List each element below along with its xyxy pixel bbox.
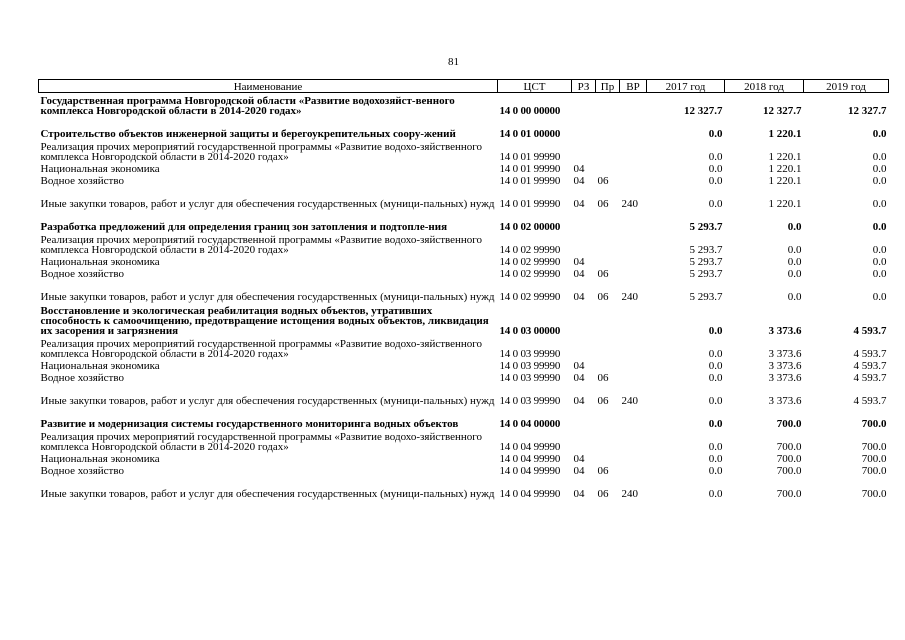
row-2018: 1 220.1	[768, 175, 802, 187]
table-row	[39, 476, 889, 499]
row-pr	[596, 139, 620, 162]
row-name: Национальная экономика	[40, 453, 160, 465]
row-pr	[596, 93, 620, 117]
row-cst: 14 0 02 99990	[499, 268, 561, 280]
row-rz	[572, 336, 596, 359]
row-cst: 14 0 04 99990	[499, 441, 561, 453]
row-2018: 0.0	[787, 221, 802, 233]
row-cst: 14 0 01 00000	[499, 128, 561, 140]
table-row	[39, 371, 889, 383]
row-pr: 06	[597, 395, 609, 407]
budget-table	[38, 79, 889, 499]
row-2019: 0.0	[872, 291, 887, 303]
row-pr	[596, 429, 620, 452]
row-2017: 0.0	[708, 151, 723, 163]
row-2019: 4 593.7	[853, 325, 887, 337]
row-pr	[596, 452, 620, 464]
header-rz: РЗ	[572, 80, 596, 93]
row-rz	[572, 93, 596, 117]
row-2019: 0.0	[872, 151, 887, 163]
row-2019: 700.0	[861, 441, 887, 453]
row-2019: 700.0	[861, 488, 887, 500]
row-2017: 0.0	[708, 198, 723, 210]
row-pr: 06	[597, 198, 609, 210]
row-2017: 0.0	[708, 372, 723, 384]
row-vr	[620, 429, 647, 452]
row-2017: 12 327.7	[684, 105, 723, 117]
row-2017: 0.0	[708, 488, 723, 500]
row-2017: 0.0	[708, 395, 723, 407]
row-cst: 14 0 00 00000	[499, 105, 561, 117]
row-cst: 14 0 01 99990	[499, 175, 561, 187]
row-vr	[620, 302, 647, 336]
row-pr: 06	[597, 465, 609, 477]
table-row	[39, 464, 889, 476]
row-2017: 5 293.7	[689, 291, 723, 303]
row-2019: 4 593.7	[853, 360, 887, 372]
row-2018: 700.0	[776, 453, 802, 465]
row-vr	[620, 174, 647, 186]
row-rz: 04	[573, 372, 585, 384]
row-pr	[596, 359, 620, 371]
row-cst: 14 0 03 99990	[499, 372, 561, 384]
row-cst: 14 0 01 99990	[499, 151, 561, 163]
row-cst: 14 0 01 99990	[499, 163, 561, 175]
row-rz: 04	[573, 163, 585, 175]
row-2018: 3 373.6	[768, 372, 802, 384]
table-row	[39, 302, 889, 336]
row-pr	[596, 406, 620, 429]
row-pr	[596, 209, 620, 232]
row-2018: 3 373.6	[768, 395, 802, 407]
row-2018: 1 220.1	[768, 163, 802, 175]
row-name: Национальная экономика	[40, 256, 160, 268]
table-row	[39, 116, 889, 139]
row-rz: 04	[573, 291, 585, 303]
row-2018: 1 220.1	[768, 128, 802, 140]
row-vr: 240	[621, 395, 638, 407]
table-row	[39, 452, 889, 464]
table-row	[39, 255, 889, 267]
row-name: Реализация прочих мероприятий государственной программы «Развитие водохо-зяйственного комплекса Новгородской области в 2014-2020 годах»	[40, 141, 483, 163]
table-row	[39, 336, 889, 359]
table-row	[39, 279, 889, 302]
row-cst: 14 0 04 00000	[499, 418, 561, 430]
row-2017: 5 293.7	[689, 256, 723, 268]
row-name: Строительство объектов инженерной защиты и берегоукрепительных соору-жений	[40, 128, 456, 140]
table-row	[39, 139, 889, 162]
row-pr: 06	[597, 291, 609, 303]
row-cst: 14 0 04 99990	[499, 453, 561, 465]
row-2019: 4 593.7	[853, 348, 887, 360]
row-2018: 1 220.1	[768, 198, 802, 210]
page-number: 81	[448, 56, 459, 68]
row-cst: 14 0 03 99990	[499, 360, 561, 372]
row-2017: 0.0	[708, 441, 723, 453]
row-vr: 240	[621, 198, 638, 210]
row-name: Иные закупки товаров, работ и услуг для обеспечения государственных (муници-пальных) нужд	[40, 488, 495, 500]
row-2017: 0.0	[708, 175, 723, 187]
row-2018: 700.0	[776, 465, 802, 477]
row-name: Национальная экономика	[40, 163, 160, 175]
row-name: Разработка предложений для определения границ зон затопления и подтопле-ния	[40, 221, 448, 233]
row-vr	[620, 116, 647, 139]
row-cst: 14 0 01 99990	[499, 198, 561, 210]
row-2017: 5 293.7	[689, 244, 723, 256]
row-rz	[572, 429, 596, 452]
row-pr: 06	[597, 372, 609, 384]
table-row	[39, 429, 889, 452]
row-name: Реализация прочих мероприятий государственной программы «Развитие водохо-зяйственного комплекса Новгородской области в 2014-2020 годах»	[40, 234, 483, 256]
row-2019: 0.0	[872, 128, 887, 140]
row-vr	[620, 255, 647, 267]
row-2017: 0.0	[708, 163, 723, 175]
row-2018: 1 220.1	[768, 151, 802, 163]
row-2017: 0.0	[708, 128, 723, 140]
row-2018: 12 327.7	[763, 105, 802, 117]
row-2018: 3 373.6	[768, 348, 802, 360]
row-name: Развитие и модернизация системы государственного мониторинга водных объектов	[40, 418, 459, 430]
row-pr	[596, 116, 620, 139]
row-2018: 0.0	[787, 244, 802, 256]
row-rz: 04	[573, 453, 585, 465]
row-vr	[620, 336, 647, 359]
row-rz	[572, 232, 596, 255]
row-pr	[596, 336, 620, 359]
row-vr	[620, 464, 647, 476]
row-cst: 14 0 03 99990	[499, 395, 561, 407]
row-rz: 04	[573, 256, 585, 268]
row-2019: 4 593.7	[853, 395, 887, 407]
row-name: Национальная экономика	[40, 360, 160, 372]
row-rz: 04	[573, 198, 585, 210]
row-name: Восстановление и экологическая реабилитация водных объектов, утративших способность к самоочищению, предотвращение истощения водных объектов, ликвидация их засорения и загрязнения	[40, 305, 489, 337]
row-rz	[572, 116, 596, 139]
table-row	[39, 162, 889, 174]
row-2017: 5 293.7	[689, 268, 723, 280]
row-pr	[596, 232, 620, 255]
row-name: Реализация прочих мероприятий государственной программы «Развитие водохо-зяйственного комплекса Новгородской области в 2014-2020 годах»	[40, 338, 483, 360]
row-name: Водное хозяйство	[40, 175, 124, 187]
row-2018: 3 373.6	[768, 325, 802, 337]
row-2018: 0.0	[787, 256, 802, 268]
row-2017: 0.0	[708, 418, 723, 430]
row-rz: 04	[573, 465, 585, 477]
row-vr	[620, 452, 647, 464]
row-vr	[620, 359, 647, 371]
table-row	[39, 186, 889, 209]
row-name: Водное хозяйство	[40, 268, 124, 280]
row-pr	[596, 302, 620, 336]
table-row	[39, 209, 889, 232]
row-vr	[620, 209, 647, 232]
table-row	[39, 174, 889, 186]
row-2017: 0.0	[708, 360, 723, 372]
row-2019: 4 593.7	[853, 372, 887, 384]
row-2017: 0.0	[708, 453, 723, 465]
row-vr	[620, 93, 647, 117]
row-vr	[620, 232, 647, 255]
row-2019: 0.0	[872, 198, 887, 210]
row-rz	[572, 302, 596, 336]
header-vr: ВР	[620, 80, 647, 93]
row-2018: 0.0	[787, 268, 802, 280]
row-2017: 0.0	[708, 465, 723, 477]
row-cst: 14 0 02 99990	[499, 244, 561, 256]
row-pr	[596, 162, 620, 174]
row-2018: 3 373.6	[768, 360, 802, 372]
row-name: Иные закупки товаров, работ и услуг для обеспечения государственных (муници-пальных) нужд	[40, 395, 495, 407]
row-cst: 14 0 04 99990	[499, 465, 561, 477]
row-2019: 0.0	[872, 268, 887, 280]
row-cst: 14 0 03 00000	[499, 325, 561, 337]
row-rz: 04	[573, 360, 585, 372]
row-rz: 04	[573, 395, 585, 407]
table-row	[39, 93, 889, 117]
row-2019: 0.0	[872, 244, 887, 256]
row-name: Иные закупки товаров, работ и услуг для обеспечения государственных (муници-пальных) нужд	[40, 291, 495, 303]
row-2017: 5 293.7	[689, 221, 723, 233]
row-pr: 06	[597, 175, 609, 187]
table-row	[39, 267, 889, 279]
row-cst: 14 0 04 99990	[499, 488, 561, 500]
row-rz	[572, 209, 596, 232]
row-2019: 0.0	[872, 256, 887, 268]
row-vr: 240	[621, 488, 638, 500]
row-cst: 14 0 02 00000	[499, 221, 561, 233]
row-name: Реализация прочих мероприятий государственной программы «Развитие водохо-зяйственного комплекса Новгородской области в 2014-2020 годах»	[40, 431, 483, 453]
row-cst: 14 0 03 99990	[499, 348, 561, 360]
row-2018: 700.0	[776, 441, 802, 453]
row-2017: 0.0	[708, 325, 723, 337]
row-2017: 0.0	[708, 348, 723, 360]
row-vr	[620, 406, 647, 429]
row-rz: 04	[573, 268, 585, 280]
row-rz: 04	[573, 175, 585, 187]
row-2019: 0.0	[872, 175, 887, 187]
row-rz: 04	[573, 488, 585, 500]
row-pr: 06	[597, 488, 609, 500]
row-name: Государственная программа Новгородской области «Развитие водохозяйст-венного комплекса Новгородской области в 2014-2020 годах»	[40, 95, 455, 117]
row-2018: 700.0	[776, 488, 802, 500]
header-2019: 2019 год	[804, 80, 889, 93]
row-2018: 0.0	[787, 291, 802, 303]
table-row	[39, 406, 889, 429]
row-pr: 06	[597, 268, 609, 280]
row-name: Водное хозяйство	[40, 465, 124, 477]
table-row	[39, 359, 889, 371]
header-pr: Пр	[596, 80, 620, 93]
row-2019: 700.0	[861, 453, 887, 465]
row-name: Водное хозяйство	[40, 372, 124, 384]
row-vr	[620, 371, 647, 383]
row-2019: 0.0	[872, 163, 887, 175]
header-2018: 2018 год	[725, 80, 804, 93]
row-2019: 700.0	[861, 465, 887, 477]
row-cst: 14 0 02 99990	[499, 291, 561, 303]
header-cst: ЦСТ	[498, 80, 572, 93]
table-header-row	[39, 80, 889, 93]
row-rz	[572, 406, 596, 429]
table-row	[39, 383, 889, 406]
table-body	[39, 93, 889, 500]
row-vr: 240	[621, 291, 638, 303]
row-name: Иные закупки товаров, работ и услуг для обеспечения государственных (муници-пальных) нужд	[40, 198, 495, 210]
row-2019: 0.0	[872, 221, 887, 233]
header-name: Наименование	[39, 80, 498, 93]
row-cst: 14 0 02 99990	[499, 256, 561, 268]
row-2018: 700.0	[776, 418, 802, 430]
header-2017: 2017 год	[647, 80, 725, 93]
row-vr	[620, 139, 647, 162]
row-pr	[596, 255, 620, 267]
row-2019: 12 327.7	[848, 105, 887, 117]
row-vr	[620, 162, 647, 174]
row-2019: 700.0	[861, 418, 887, 430]
table-row	[39, 232, 889, 255]
row-rz	[572, 139, 596, 162]
row-vr	[620, 267, 647, 279]
